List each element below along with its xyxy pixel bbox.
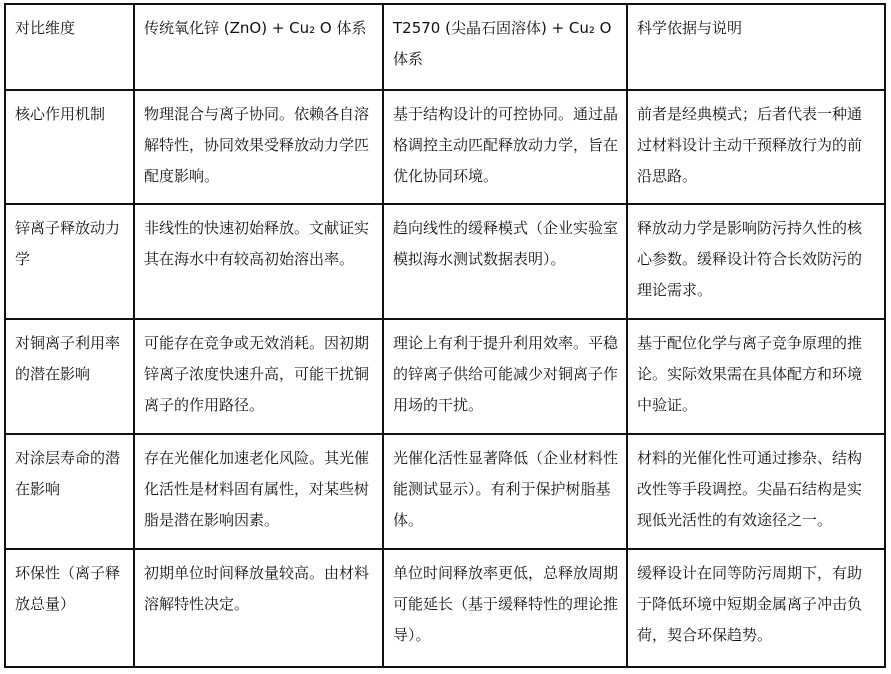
table-cell: 缓释设计在同等防污周期下，有助于降低环境中短期金属离子冲击负荷，契合环保趋势。 (627, 549, 885, 667)
header-cell-dimension: 对比维度 (5, 4, 134, 90)
table-cell: 可能存在竞争或无效消耗。因初期锌离子浓度快速升高，可能干扰铜离子的作用路径。 (134, 319, 383, 434)
table-row (5, 319, 885, 434)
row-label-cell: 对涂层寿命的潜在影响 (5, 434, 134, 549)
row-label-cell: 对铜离子利用率的潜在影响 (5, 319, 134, 434)
table-row (5, 434, 885, 549)
table-cell: 存在光催化加速老化风险。其光催化活性是材料固有属性，对某些树脂是潜在影响因素。 (134, 434, 383, 549)
table-cell: 单位时间释放率更低，总释放周期可能延长（基于缓释特性的理论推导）。 (383, 549, 627, 667)
table-cell: 物理混合与离子协同。依赖各自溶解特性，协同效果受释放动力学匹配度影响。 (134, 90, 383, 204)
table-cell: 基于结构设计的可控协同。通过晶格调控主动匹配释放动力学，旨在优化协同环境。 (383, 90, 627, 204)
comparison-table (4, 3, 886, 668)
table-cell: 初期单位时间释放量较高。由材料溶解特性决定。 (134, 549, 383, 667)
header-cell-scientific-basis: 科学依据与说明 (627, 4, 885, 90)
table-row (5, 90, 885, 204)
table-cell: 前者是经典模式；后者代表一种通过材料设计主动干预释放行为的前沿思路。 (627, 90, 885, 204)
row-label-cell: 环保性（离子释放总量） (5, 549, 134, 667)
table-cell: 基于配位化学与离子竞争原理的推论。实际效果需在具体配方和环境中验证。 (627, 319, 885, 434)
table-cell: 理论上有利于提升利用效率。平稳的锌离子供给可能减少对铜离子作用场的干扰。 (383, 319, 627, 434)
table-row (5, 204, 885, 319)
row-label-cell: 锌离子释放动力学 (5, 204, 134, 319)
table-cell: 释放动力学是影响防污持久性的核心参数。缓释设计符合长效防污的理论需求。 (627, 204, 885, 319)
table-cell: 材料的光催化性可通过掺杂、结构改性等手段调控。尖晶石结构是实现低光活性的有效途径之一。 (627, 434, 885, 549)
header-cell-t2570-system: T2570 (尖晶石固溶体) + Cu₂ O 体系 (383, 4, 627, 90)
table-header-row (5, 4, 885, 90)
header-cell-zno-system: 传统氧化锌 (ZnO) + Cu₂ O 体系 (134, 4, 383, 90)
table-row (5, 549, 885, 667)
row-label-cell: 核心作用机制 (5, 90, 134, 204)
table-cell: 非线性的快速初始释放。文献证实其在海水中有较高初始溶出率。 (134, 204, 383, 319)
table-cell: 光催化活性显著降低（企业材料性能测试显示）。有利于保护树脂基体。 (383, 434, 627, 549)
table-cell: 趋向线性的缓释模式（企业实验室模拟海水测试数据表明）。 (383, 204, 627, 319)
